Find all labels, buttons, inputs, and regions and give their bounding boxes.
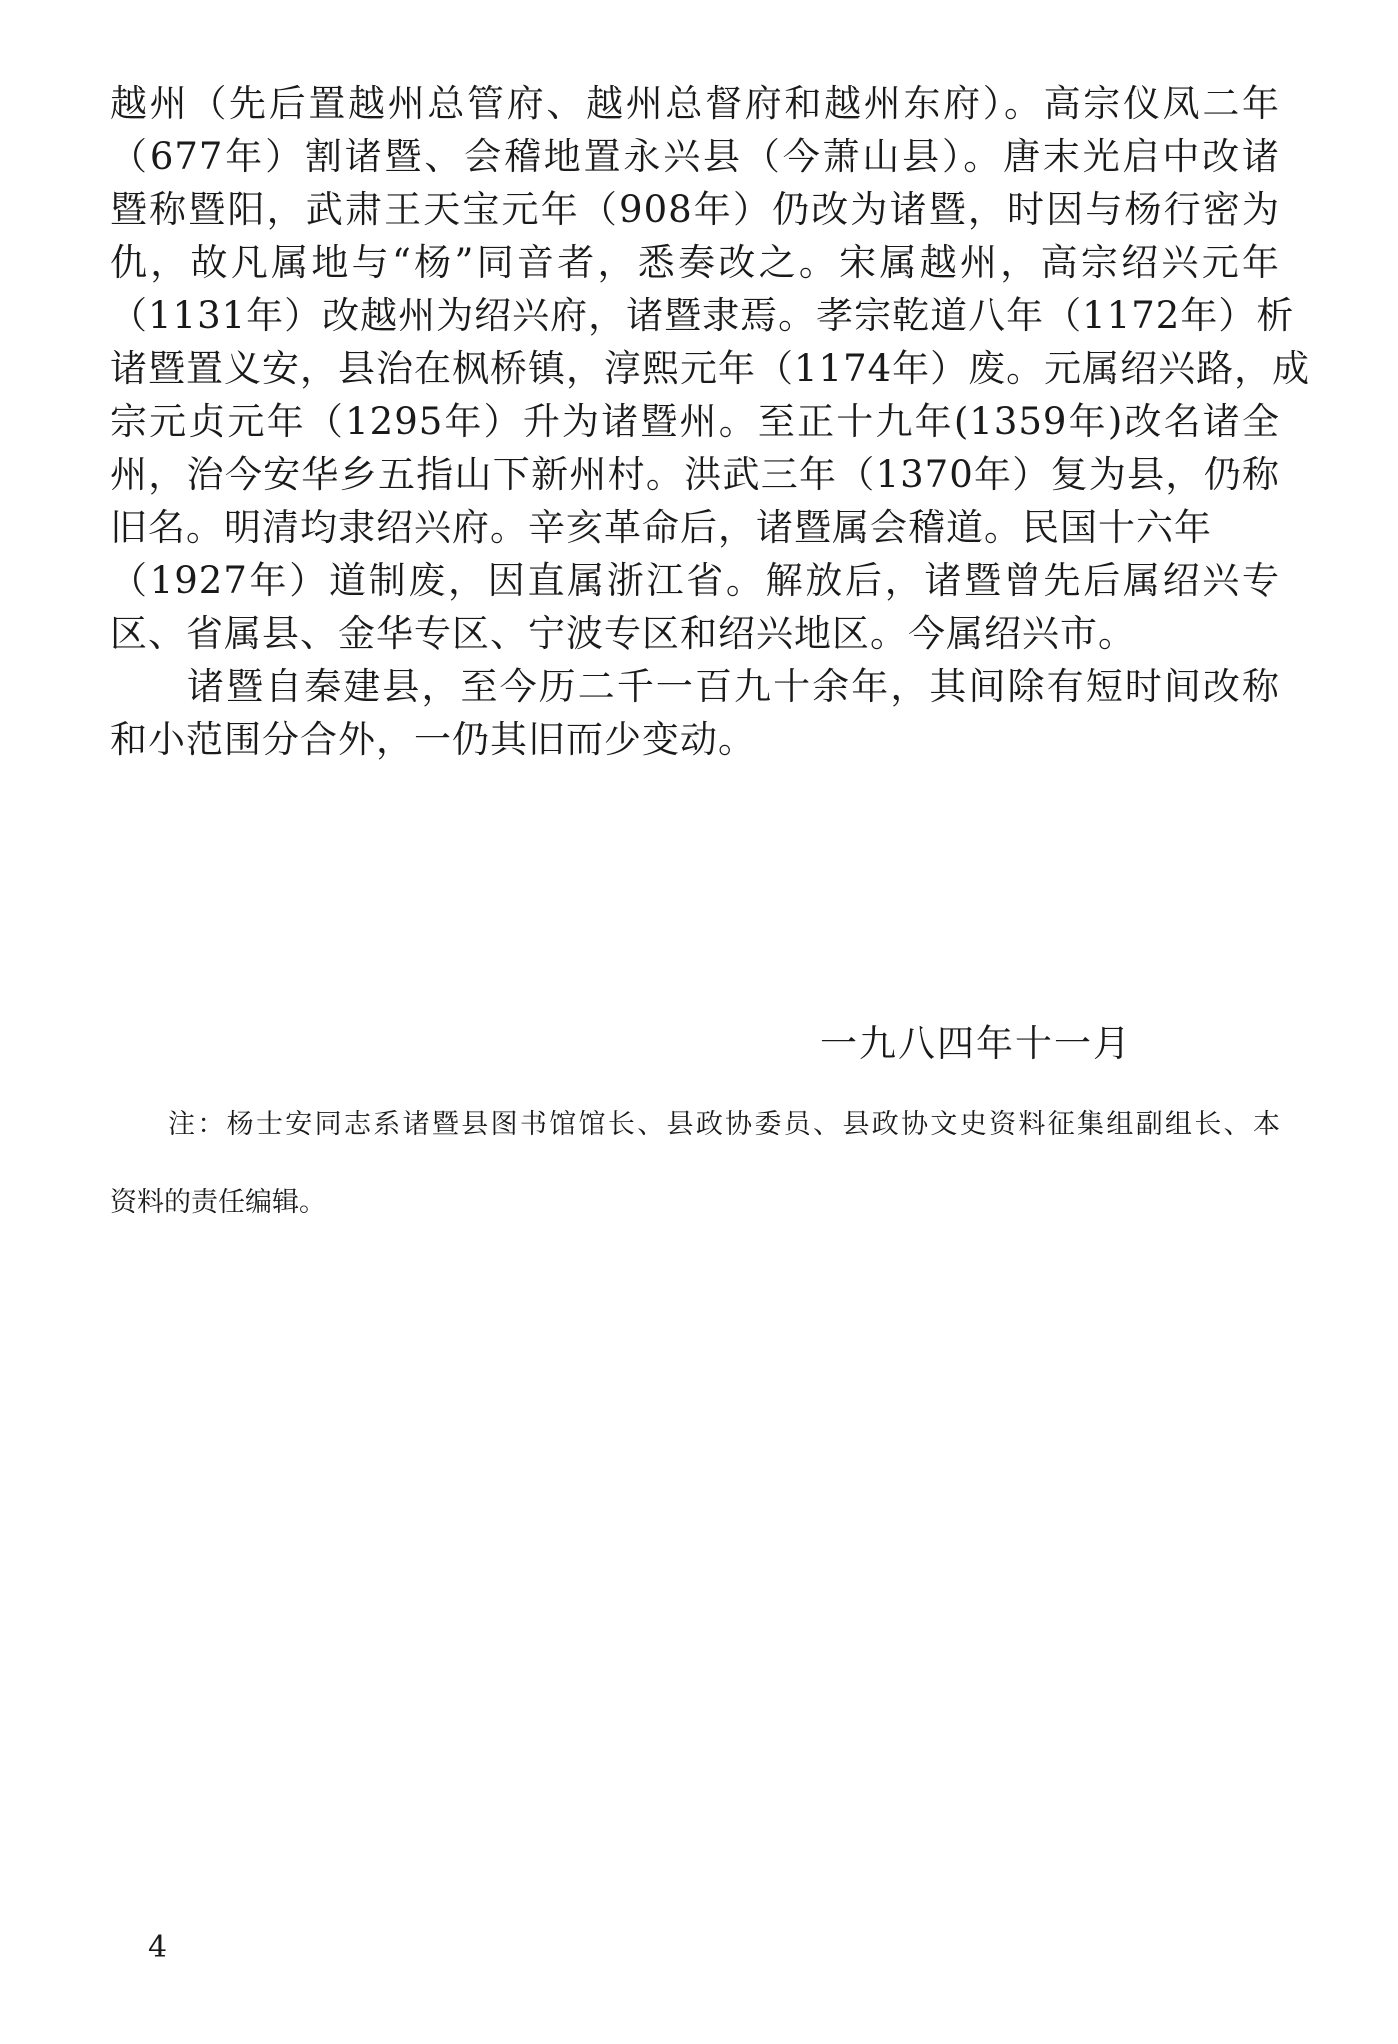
page-number: 4: [148, 1930, 168, 1965]
body-line: 越州（先后置越州总管府、越州总督府和越州东府）。高宗仪凤二年: [110, 82, 1280, 125]
footnote-line: 资料的责任编辑。: [110, 1187, 326, 1218]
body-line: 宗元贞元年（1295年）升为诸暨州。至正十九年(1359年)改名诸全: [110, 400, 1280, 443]
document-date: 一九八四年十一月: [820, 1022, 1132, 1065]
closing-paragraph-line: 诸暨自秦建县，至今历二千一百九十余年，其间除有短时间改称: [187, 665, 1280, 708]
body-line: （1131年）改越州为绍兴府，诸暨隶焉。孝宗乾道八年（1172年）析: [110, 294, 1295, 337]
body-line: （1927年）道制废，因直属浙江省。解放后，诸暨曾先后属绍兴专: [110, 559, 1280, 602]
body-line: 诸暨置义安，县治在枫桥镇，淳熙元年（1174年）废。元属绍兴路，成: [110, 347, 1311, 390]
body-line: 区、省属县、金华专区、宁波专区和绍兴地区。今属绍兴市。: [110, 612, 1136, 655]
body-line: 仇，故凡属地与“杨”同音者，悉奏改之。宋属越州，高宗绍兴元年: [110, 241, 1280, 284]
body-line: 州，治今安华乡五指山下新州村。洪武三年（1370年）复为县，仍称: [110, 453, 1280, 496]
footnote-line: 注：杨士安同志系诸暨县图书馆馆长、县政协委员、县政协文史资料征集组副组长、本: [168, 1109, 1280, 1140]
body-line: （677年）割诸暨、会稽地置永兴县（今萧山县）。唐末光启中改诸: [110, 135, 1280, 178]
body-line: 暨称暨阳，武肃王天宝元年（908年）仍改为诸暨，时因与杨行密为: [110, 188, 1280, 231]
body-line: 旧名。明清均隶绍兴府。辛亥革命后，诸暨属会稽道。民国十六年: [110, 506, 1212, 549]
closing-paragraph-line: 和小范围分合外，一仍其旧而少变动。: [110, 718, 756, 761]
